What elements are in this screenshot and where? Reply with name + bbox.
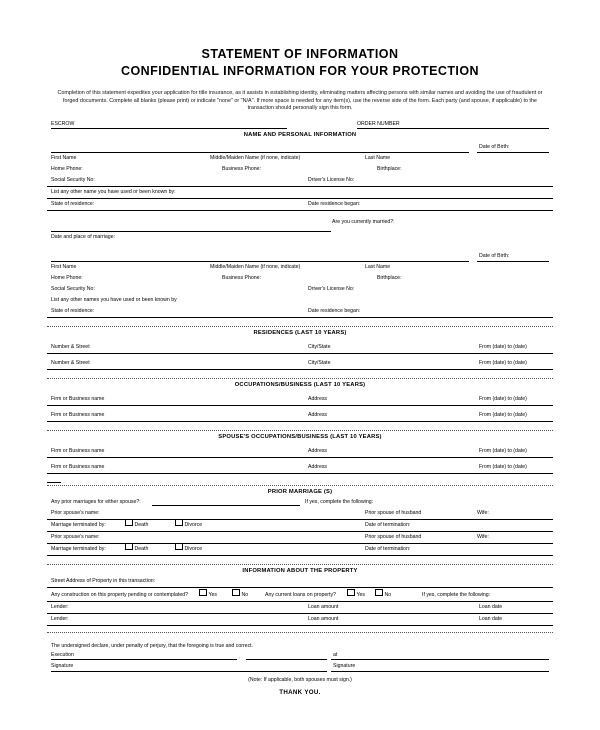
signature-right-label: Signature: [333, 662, 356, 669]
prior-spouse-row-1: [47, 508, 553, 520]
prior-spouse-of-husband-label: Prior spouse of husband: [365, 509, 422, 516]
street-address-label: Street Address of Property in this transaction:: [51, 577, 156, 584]
declaration-text: The undersigned declare, under penalty of perjury, that the foregoing is true and correct.: [51, 642, 254, 649]
spouse-first-name-label: First Name: [51, 263, 77, 270]
any-prior-marriages-label: Any prior marriages for either spouse?:: [51, 498, 141, 505]
lender-row-2: [47, 614, 553, 626]
form-sheet: [47, 0, 553, 698]
middle-name-label: Middle/Maiden Name (if none, indicate): [210, 154, 301, 161]
current-loans-question-label: Any current loans on property?: [265, 591, 336, 598]
personal-phone-row: [47, 164, 553, 175]
occupation-address-label: Address: [308, 411, 328, 418]
spouse-residence-row: [47, 306, 553, 318]
spouse-dob-row: [47, 249, 553, 262]
loan-amount-label: Loan amount: [308, 615, 339, 622]
last-name-label: Last Name: [365, 154, 391, 161]
marriage-terminated-row-1: [47, 520, 553, 532]
drivers-license-label: Driver's License No:: [308, 176, 355, 183]
business-phone-label: Business Phone:: [222, 165, 261, 172]
home-phone-label: Home Phone:: [51, 165, 83, 172]
spouse-birthplace-label: Birthplace:: [377, 274, 402, 281]
divorce-label: Divorce: [184, 545, 203, 552]
wife-label: Wife:: [477, 533, 489, 540]
spouse-state-of-residence-label: State of residence:: [51, 307, 95, 314]
date-of-termination-label: Date of termination:: [365, 545, 411, 552]
occupation-row-1: [47, 394, 553, 406]
social-security-label: Social Security No:: [51, 176, 95, 183]
prior-marriage-question-row: [47, 497, 553, 508]
signature-row: [47, 661, 553, 672]
marriage-terminated-by-label: Marriage terminated by:: [51, 545, 106, 552]
personal-ssn-row: [47, 175, 553, 187]
residence-citystate-label: City/State: [308, 359, 331, 366]
section-heading-residences: RESIDENCES (LAST 10 YEARS): [253, 329, 347, 336]
personal-other-names-row: [47, 187, 553, 199]
section-heading-spouse-occupations: SPOUSE'S OCCUPATIONS/BUSINESS (LAST 10 YEARS): [218, 433, 382, 440]
date-residence-began-label: Date residence began:: [308, 200, 361, 207]
loans-no-checkbox[interactable]: [375, 589, 383, 597]
first-name-label: First Name: [51, 154, 77, 161]
thank-you-text: THANK YOU.: [279, 688, 321, 696]
execution-date-input-line[interactable]: [51, 659, 237, 660]
death-label: Death: [134, 545, 149, 552]
residence-row-2: [47, 358, 553, 370]
spouse-date-residence-began-label: Date residence began:: [308, 307, 361, 314]
construction-question-label: Any construction on this property pending or contemplated?: [51, 591, 188, 598]
marriage-terminated-by-label: Marriage terminated by:: [51, 521, 106, 528]
signature-left-label: Signature: [51, 662, 74, 669]
loan-amount-label: Loan amount: [308, 603, 339, 610]
date-place-marriage-label: Date and place of marriage:: [51, 233, 116, 240]
other-names-label: List any other name you have used or been known by:: [51, 188, 176, 195]
construction-no-checkbox[interactable]: [232, 589, 240, 597]
spouse-name-row: [47, 262, 553, 273]
spouse-date-of-birth-label: Date of Birth:: [479, 252, 510, 259]
escrow-label: ESCROW: [51, 120, 75, 127]
birthplace-label: Birthplace:: [377, 165, 402, 172]
personal-name-row: [47, 153, 553, 164]
marriage-dateplace-row: [47, 232, 553, 243]
prior-spouse-name-label: Prior spouse's name:: [51, 509, 100, 516]
residence-row-1: [47, 342, 553, 354]
wife-label: Wife:: [477, 509, 489, 516]
spouse-home-phone-label: Home Phone:: [51, 274, 83, 281]
occupation-address-label: Address: [308, 395, 328, 402]
death-checkbox[interactable]: [125, 519, 133, 527]
spouse-occupation-dates-label: From (date) to (date): [479, 463, 527, 470]
occupation-dates-label: From (date) to (date): [479, 411, 527, 418]
prior-spouse-row-2: [47, 532, 553, 544]
signature-right-input-line[interactable]: [331, 671, 549, 672]
no-label: No: [384, 591, 392, 598]
order-number-label: ORDER NUMBER: [357, 120, 400, 127]
lender-label: Lender:: [51, 615, 69, 622]
occupation-row-2: [47, 410, 553, 422]
section-heading-property: INFORMATION ABOUT THE PROPERTY: [242, 567, 358, 574]
escrow-order-bar: [47, 119, 553, 131]
spouse-other-names-label: List any other names you have used or been known by: [51, 296, 177, 303]
state-of-residence-label: State of residence:: [51, 200, 95, 207]
no-label: No: [241, 591, 249, 598]
currently-married-label: Are you currently married?:: [332, 218, 395, 225]
divorce-label: Divorce: [184, 521, 203, 528]
marriage-terminated-row-2: [47, 544, 553, 556]
execution-row: Execution , at: [47, 650, 553, 661]
lender-label: Lender:: [51, 603, 69, 610]
spouse-phone-row: [47, 273, 553, 284]
loans-yes-checkbox[interactable]: [347, 589, 355, 597]
spouse-drivers-license-label: Driver's License No:: [308, 285, 355, 292]
occupation-firm-label: Firm or Business name: [51, 411, 105, 418]
spouse-occupation-firm-label: Firm or Business name: [51, 447, 105, 454]
execution-location-input-line[interactable]: [331, 659, 549, 660]
death-checkbox[interactable]: [125, 543, 133, 551]
divorce-checkbox[interactable]: [175, 543, 183, 551]
yes-label: Yes: [356, 591, 365, 598]
date-of-termination-label: Date of termination:: [365, 521, 411, 528]
any-prior-marriages-input-line[interactable]: [152, 505, 300, 506]
execution-place-input-line[interactable]: [246, 659, 327, 660]
if-yes-complete-label: If yes, complete the following:: [305, 498, 374, 505]
residence-street-label: Number & Street: [51, 343, 90, 350]
document-header: [47, 46, 553, 80]
personal-residence-row: [47, 199, 553, 211]
spouse-sign-note: (Note: If applicable, both spouses must sign.): [248, 676, 352, 683]
at-label: at: [333, 651, 338, 658]
occupation-firm-label: Firm or Business name: [51, 395, 105, 402]
yes-label: Yes: [208, 591, 217, 598]
loan-date-label: Loan date: [479, 603, 503, 610]
prior-spouse-name-label: Prior spouse's name:: [51, 533, 100, 540]
signature-left-input-line[interactable]: [51, 671, 327, 672]
intro-paragraph: Completion of this statement expedites your application for title insurance, as it assists in establishing identity, eliminating matters affecting persons with similar names and avoiding the use of fraudulent or forged documents. Complete all blanks (please print) or indicate "none" or "N/A". If more space is needed for any item(s), use the reverse side of the form. Each party (and spouse, if applicable) to the transaction should personally sign this form.: [57, 90, 543, 112]
death-label: Death: [134, 521, 149, 528]
property-address-row: [47, 576, 553, 588]
date-of-birth-label: Date of Birth:: [479, 143, 510, 150]
escrow-input-line[interactable]: [51, 128, 287, 129]
spouse-social-security-label: Social Security No:: [51, 285, 95, 292]
spouse-other-names-row: [47, 295, 553, 306]
residence-street-label: Number & Street: [51, 359, 90, 366]
personal-dob-row: [47, 140, 553, 153]
spouse-middle-name-label: Middle/Maiden Name (if none, indicate): [210, 263, 301, 270]
section-heading-prior-marriage: PRIOR MARRIAGE (S): [267, 488, 333, 495]
section-heading-personal: NAME AND PERSONAL INFORMATION: [243, 131, 357, 138]
execution-label: Execution: [51, 651, 74, 658]
order-number-input-line[interactable]: [357, 128, 549, 129]
page-title-line-1: STATEMENT OF INFORMATION: [201, 47, 399, 61]
residence-dates-label: From (date) to (date): [479, 359, 527, 366]
spouse-occupation-row-1: [47, 446, 553, 458]
spouse-occupation-address-label: Address: [308, 447, 328, 454]
lender-row-1: [47, 602, 553, 614]
spouse-business-phone-label: Business Phone:: [222, 274, 261, 281]
prior-spouse-of-husband-label: Prior spouse of husband: [365, 533, 422, 540]
spouse-occupation-row-2: [47, 462, 553, 474]
section-heading-occupations: OCCUPATIONS/BUSINESS (LAST 10 YEARS): [234, 381, 366, 388]
marriage-question-row: [47, 219, 553, 232]
spouse-occupation-firm-label: Firm or Business name: [51, 463, 105, 470]
page-title-line-2: CONFIDENTIAL INFORMATION FOR YOUR PROTECTION: [121, 64, 479, 78]
spouse-occupation-address-label: Address: [308, 463, 328, 470]
property-questions-row: [47, 588, 553, 602]
property-if-yes-label: If yes, complete the following:: [422, 591, 491, 598]
divorce-checkbox[interactable]: [175, 519, 183, 527]
occupation-dates-label: From (date) to (date): [479, 395, 527, 402]
residence-citystate-label: City/State: [308, 343, 331, 350]
loan-date-label: Loan date: [479, 615, 503, 622]
spouse-ssn-row: [47, 284, 553, 295]
spouse-occupation-dates-label: From (date) to (date): [479, 447, 527, 454]
construction-yes-checkbox[interactable]: [199, 589, 207, 597]
residence-dates-label: From (date) to (date): [479, 343, 527, 350]
spouse-last-name-label: Last Name: [365, 263, 391, 270]
